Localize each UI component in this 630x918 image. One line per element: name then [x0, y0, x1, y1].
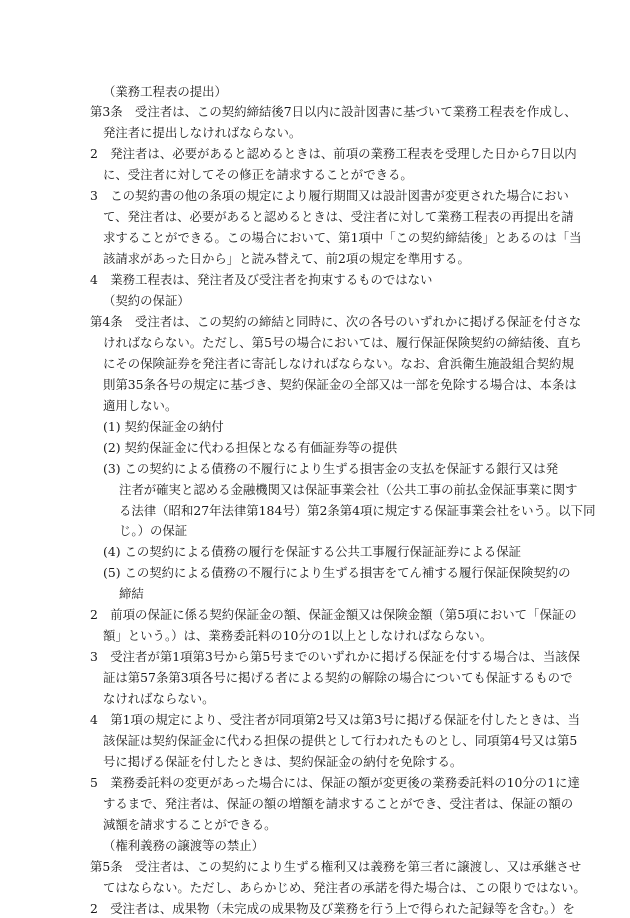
list-item-3: (3) この契約による債務の不履行により生ずる損害金の支払を保証する銀行又は発 [103, 460, 559, 476]
list-item-2: (2) 契約保証金に代わる担保となる有価証券等の提供 [103, 439, 398, 455]
list-item-1: (1) 契約保証金の納付 [103, 418, 224, 434]
text-line: 証は第57条第3項各号に掲げる者による契約の解除の場合についても保証するもので [103, 670, 573, 686]
article-3-paragraph-2: 2 発注者は、必要があると認めるときは、前項の業務工程表を受理した日から7日以内 [90, 146, 577, 162]
text-line: じ。）の保証 [119, 523, 188, 539]
article-3: 第3条 受注者は、この契約締結後7日以内に設計図書に基づいて業務工程表を作成し、 [90, 104, 577, 120]
article-3-paragraph-4: 4 業務工程表は、発注者及び受注者を拘束するものではない [90, 272, 433, 288]
list-item-5: (5) この契約による債務の不履行により生ずる損害をてん補する履行保証保険契約の [103, 565, 571, 581]
text-line: ければならない。ただし、第5号の場合においては、履行保証保険契約の締結後、直ち [103, 334, 582, 350]
text-line: 則第35条各号の規定に基づき、契約保証金の全部又は一部を免除する場合は、本条は [103, 376, 577, 392]
text-line: る法律（昭和27年法律第184号）第2条第4項に規定する保証事業会社をいう。以下同 [119, 502, 596, 518]
article-4-paragraph-3: 3 受注者が第1項第3号から第5号までのいずれかに掲げる保証を付する場合は、当該保 [90, 649, 580, 665]
article-3-paragraph-3: 3 この契約書の他の条項の規定により履行期間又は設計図書が変更された場合におい [90, 188, 569, 204]
heading-work-schedule: （業務工程表の提出） [103, 83, 227, 99]
text-line: 号に掲げる保証を付したときは、契約保証金の納付を免除する。 [103, 753, 463, 769]
text-line: 注者が確実と認める金融機関又は保証事業会社（公共工事の前払金保証事業に関す [119, 481, 578, 497]
article-5: 第5条 受注者は、この契約により生ずる権利又は義務を第三者に譲渡し、又は承継させ [90, 858, 582, 874]
text-line: 該保証は契約保証金に代わる担保の提供として行われたものとし、同項第4号又は第5 [103, 732, 578, 748]
text-line: 求することができる。この場合において、第1項中「この契約締結後」とあるのは「当 [103, 230, 582, 246]
text-line: なければならない。 [103, 691, 215, 707]
list-item-4: (4) この契約による債務の履行を保証する公共工事履行保証証券による保証 [103, 544, 521, 560]
article-4-paragraph-5: 5 業務委託料の変更があった場合には、保証の額が変更後の業務委託料の10分の1に達 [90, 774, 580, 790]
text-line: にその保険証券を発注者に寄託しなければならない。なお、倉浜衛生施設組合契約規 [103, 355, 574, 371]
text-line: 適用しない。 [103, 397, 178, 413]
article-4: 第4条 受注者は、この契約の締結と同時に、次の各号のいずれかに掲げる保証を付さな [90, 313, 582, 329]
text-line: 減額を請求することができる。 [103, 816, 277, 832]
text-line: 締結 [119, 586, 144, 602]
article-4-paragraph-4: 4 第1項の規定により、受注者が同項第2号又は第3号に掲げる保証を付したときは、当 [90, 712, 580, 727]
heading-assignment-prohibition: （権利義務の譲渡等の禁止） [103, 837, 265, 853]
text-line: 該請求があった日から」と読み替えて、前2項の規定を準用する。 [103, 251, 470, 267]
article-4-paragraph-2: 2 前項の保証に係る契約保証金の額、保証金額又は保険金額（第5項において「保証の [90, 607, 577, 623]
text-line: 発注者に提出しなければならない。 [103, 125, 302, 141]
article-5-paragraph-2: 2 受注者は、成果物（未完成の成果物及び業務を行う上で得られた記録等を含む。）を [90, 900, 575, 916]
text-line: に、受注者に対してその修正を請求することができる。 [103, 167, 413, 183]
heading-contract-guarantee: （契約の保証） [103, 293, 190, 308]
text-line: て、発注者は、必要があると認めるときは、受注者に対して業務工程表の再提出を請 [103, 209, 574, 225]
text-line: 額」という。）は、業務委託料の10分の1以上としなければならない。 [103, 628, 493, 644]
text-line: するまで、発注者は、保証の額の増額を請求することができ、受注者は、保証の額の [103, 795, 574, 811]
text-line: てはならない。ただし、あらかじめ、発注者の承諾を得た場合は、この限りではない。 [103, 879, 586, 895]
